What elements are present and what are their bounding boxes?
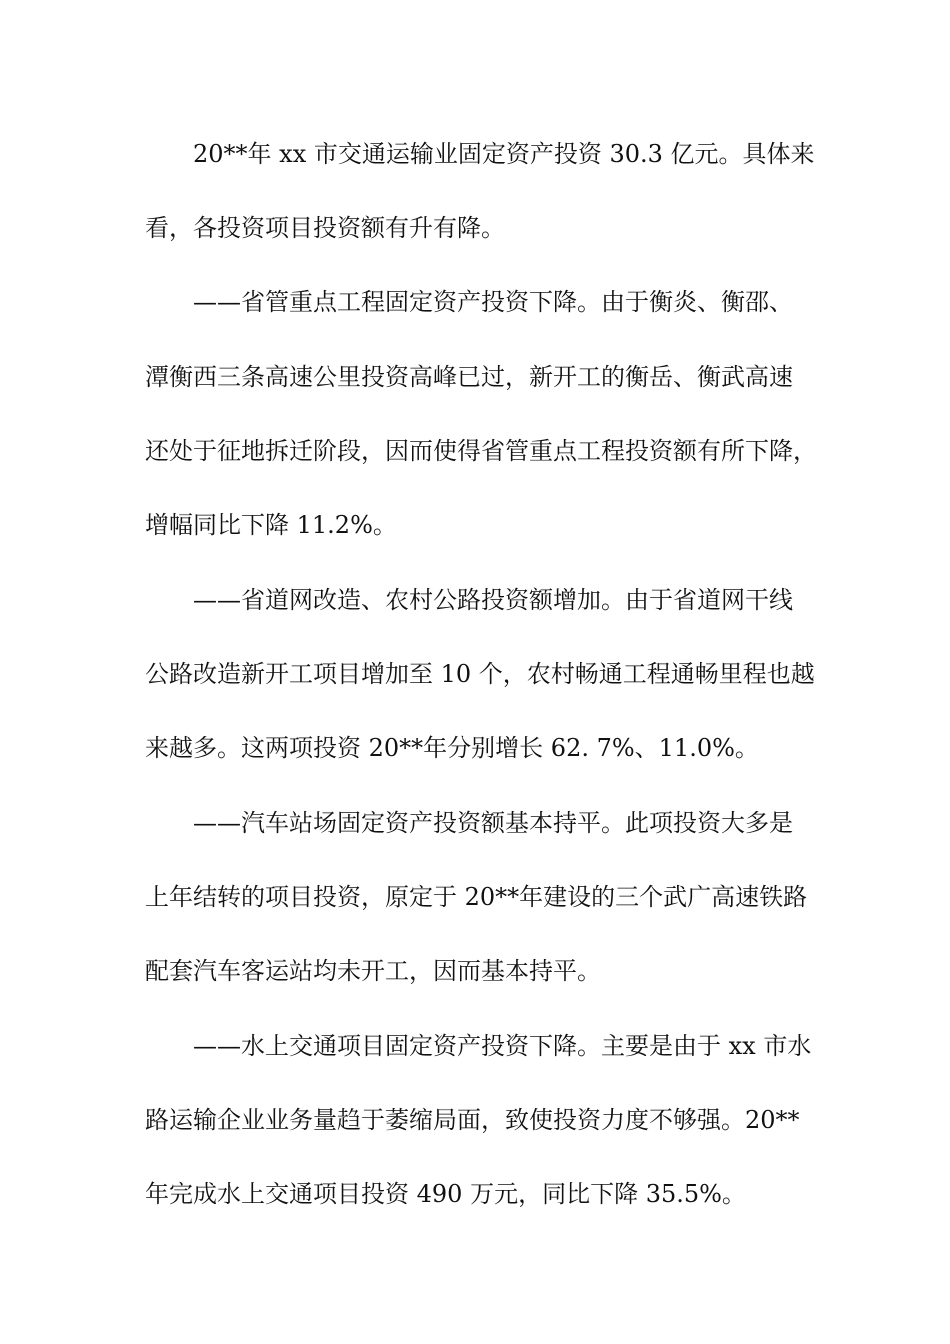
paragraph-2-line-3: 还处于征地拆迁阶段，因而使得省管重点工程投资额有所下降， <box>145 437 817 465</box>
paragraph-5-line-2: 路运输企业业务量趋于萎缩局面，致使投资力度不够强。20** <box>145 1106 800 1134</box>
paragraph-4-line-3: 配套汽车客运站均未开工，因而基本持平。 <box>145 957 601 985</box>
paragraph-4-line-1: ——汽车站场固定资产投资额基本持平。此项投资大多是 <box>193 809 793 837</box>
paragraph-5-line-3: 年完成水上交通项目投资 490 万元，同比下降 35.5%。 <box>145 1180 746 1208</box>
paragraph-4-line-2: 上年结转的项目投资，原定于 20**年建设的三个武广高速铁路 <box>145 883 808 911</box>
paragraph-1-line-2: 看，各投资项目投资额有升有降。 <box>145 214 505 242</box>
paragraph-2-line-2: 潭衡西三条高速公里投资高峰已过，新开工的衡岳、衡武高速 <box>145 363 793 391</box>
paragraph-2-line-1: ——省管重点工程固定资产投资下降。由于衡炎、衡邵、 <box>193 288 793 316</box>
paragraph-3-line-1: ——省道网改造、农村公路投资额增加。由于省道网干线 <box>193 586 793 614</box>
paragraph-3-line-3: 来越多。这两项投资 20**年分别增长 62. 7%、11.0%。 <box>145 734 759 762</box>
paragraph-3-line-2: 公路改造新开工项目增加至 10 个，农村畅通工程通畅里程也越 <box>145 660 815 688</box>
paragraph-5-line-1: ——水上交通项目固定资产投资下降。主要是由于 xx 市水 <box>193 1032 812 1060</box>
paragraph-1-line-1: 20**年 xx 市交通运输业固定资产投资 30.3 亿元。具体来 <box>193 140 815 168</box>
paragraph-2-line-4: 增幅同比下降 11.2%。 <box>145 511 397 539</box>
